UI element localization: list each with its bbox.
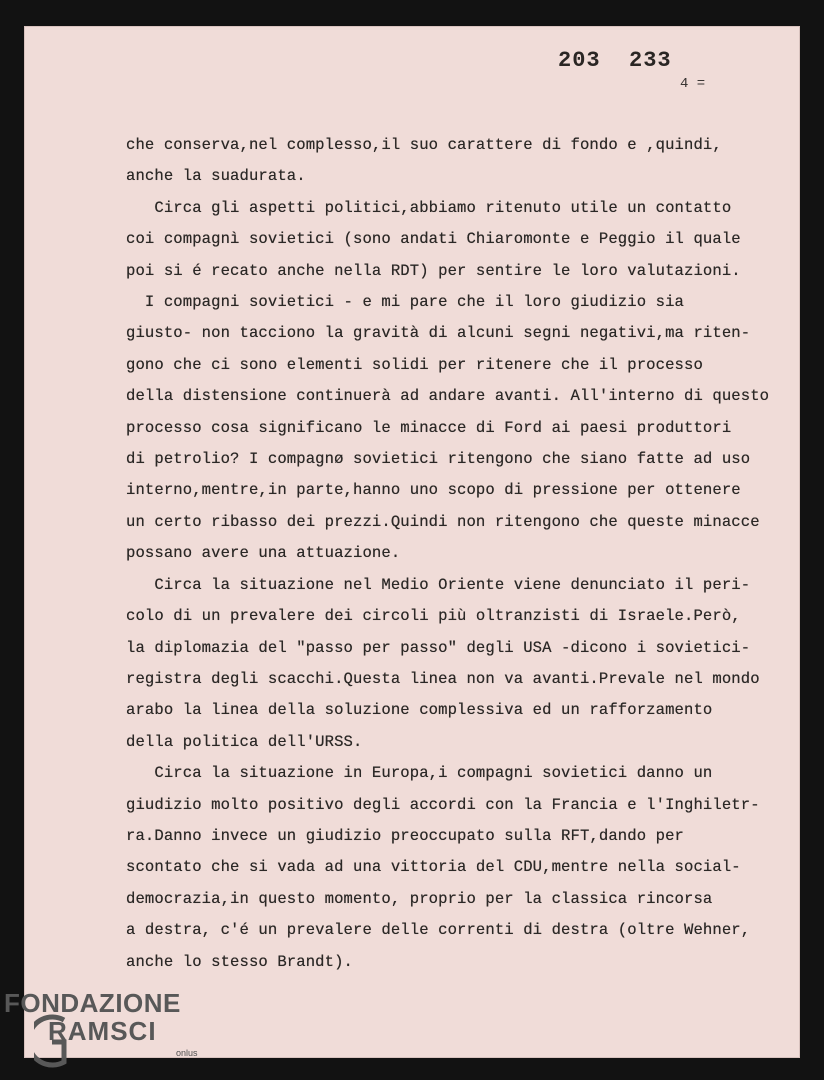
text-line: coi compagnì sovietici (sono andati Chiaromonte e Peggio il quale: [126, 230, 741, 249]
text-line: anche la suadurata.: [126, 167, 306, 186]
text-line: della politica dell'URSS.: [126, 732, 363, 751]
text-line: un certo ribasso dei prezzi.Quindi non ritengono che queste minacce: [126, 512, 760, 531]
logo-line-1: FONDAZIONE: [4, 988, 181, 1018]
text-line: la diplomazia del "passo per passo" degli USA -dicono i sovietici-: [126, 638, 751, 657]
text-line: colo di un prevalere dei circoli più oltranzisti di Israele.Però,: [126, 607, 741, 626]
text-line: della distensione continuerà ad andare avanti. All'interno di questo: [126, 387, 770, 406]
fondazione-gramsci-logo: [4, 988, 214, 1078]
text-line: democrazia,in questo momento, proprio per la classica rincorsa: [126, 889, 713, 908]
text-line: gono che ci sono elementi solidi per ritenere che il processo: [126, 355, 703, 374]
text-line: Circa gli aspetti politici,abbiamo ritenuto utile un contatto: [126, 198, 732, 217]
document-page: [24, 26, 800, 1058]
logo-line-2: RAMSCI: [48, 1016, 157, 1046]
text-line: anche lo stesso Brandt).: [126, 952, 353, 971]
text-line: ra.Danno invece un giudizio preoccupato sulla RFT,dando per: [126, 826, 685, 845]
page-number: 203 233: [558, 48, 672, 73]
text-line: che conserva,nel complesso,il suo carattere di fondo e ,quindi,: [126, 136, 722, 154]
text-line: I compagni sovietici - e mi pare che il loro giudizio sia: [126, 293, 685, 312]
text-line: interno,mentre,in parte,hanno uno scopo di pressione per ottenere: [126, 481, 741, 500]
text-line: Circa la situazione nel Medio Oriente viene denunciato il peri-: [126, 575, 751, 594]
text-line: giudizio molto positivo degli accordi con la Francia e l'Inghiletr-: [126, 795, 760, 814]
text-line: a destra, c'é un prevalere delle correnti di destra (oltre Wehner,: [126, 921, 751, 940]
logo-suffix: onlus: [176, 1048, 198, 1058]
text-line: possano avere una attuazione.: [126, 544, 401, 563]
text-line: registra degli scacchi.Questa linea non va avanti.Prevale nel mondo: [126, 669, 760, 688]
text-line: di petrolio? I compagnø sovietici ritengono che siano fatte ad uso: [126, 450, 751, 469]
text-line: Circa la situazione in Europa,i compagni sovietici danno un: [126, 764, 713, 783]
text-line: scontato che si vada ad una vittoria del CDU,mentre nella social-: [126, 858, 741, 877]
text-line: giusto- non tacciono la gravità di alcuni segni negativi,ma riten-: [126, 324, 751, 343]
typewritten-text: [126, 130, 786, 978]
text-line: processo cosa significano le minacce di Ford ai paesi produttori: [126, 418, 732, 437]
sheet-index: 4 =: [680, 76, 706, 92]
text-line: arabo la linea della soluzione complessiva ed un rafforzamento: [126, 701, 713, 720]
text-line: poi si é recato anche nella RDT) per sentire le loro valutazioni.: [126, 261, 741, 280]
